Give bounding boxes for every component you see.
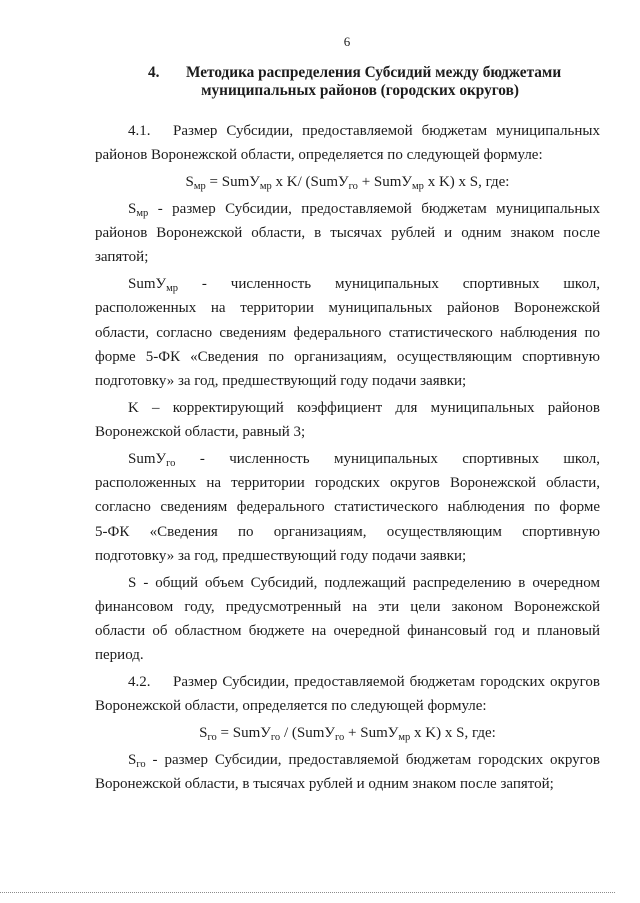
- text-run: районов Воронежской области, определяется по следующей формуле:: [95, 147, 543, 164]
- text-run: = SumУ: [205, 174, 260, 190]
- text-run: расположенных на территории городских округов Воронежской области,: [95, 475, 600, 491]
- text-line: [95, 748, 600, 772]
- text-line: [95, 369, 600, 393]
- subscript: го: [334, 731, 345, 743]
- text-line: [95, 571, 600, 595]
- text-run: финансовом году, предусмотренный на эти цели законом Воронежской: [95, 598, 600, 615]
- text-line: [95, 643, 600, 667]
- subscript: мр: [166, 282, 179, 294]
- text-line: [95, 245, 600, 269]
- clause-number: 4.1.: [128, 123, 151, 139]
- text-line: [95, 296, 600, 320]
- text-run: S - общий объем Субсидий, подлежащий распределению в очередном: [128, 574, 600, 591]
- text-run: SumУ: [128, 276, 167, 292]
- text-run: + SumУ: [357, 174, 413, 190]
- text-line: [95, 396, 600, 420]
- text-run: подготовку» за год, предшествующий году подачи заявки;: [95, 547, 467, 564]
- section-number: 4.: [148, 64, 160, 81]
- text-run: 5-ФК «Сведения по организациям, осуществляющим спортивную: [95, 523, 600, 540]
- text-run: - размер Субсидии, предоставляемой бюджетам городских округов: [145, 751, 600, 768]
- text-run: Размер Субсидии, предоставляемой бюджетам муниципальных: [173, 123, 600, 139]
- text-run: / (SumУ: [280, 725, 335, 741]
- text-run: S: [199, 725, 208, 741]
- text-run: согласно сведениям федерального статистического наблюдения по форме: [95, 499, 600, 516]
- document-body: [95, 119, 600, 796]
- paragraph: [95, 197, 600, 270]
- subscript: мр: [259, 180, 272, 192]
- text-line: [95, 694, 600, 718]
- text-line: [95, 471, 600, 495]
- formula-line: [95, 170, 600, 194]
- text-run: S: [128, 751, 137, 768]
- text-run: подготовку» за год, предшествующий году подачи заявки;: [95, 373, 467, 389]
- text-line: [95, 143, 600, 167]
- text-run: запятой;: [95, 249, 149, 266]
- text-line: [95, 520, 600, 544]
- section-title-line-1: Методика распределения Субсидий между бюджетами: [186, 64, 562, 81]
- page-edge-line: [0, 892, 615, 893]
- section-title-line-2: муниципальных районов (городских округов): [201, 82, 519, 99]
- text-line: [95, 197, 600, 221]
- paragraph: [95, 396, 600, 445]
- formula-line: [95, 721, 600, 745]
- subscript: го: [136, 758, 146, 770]
- text-run: S: [185, 174, 194, 190]
- text-run: = SumУ: [216, 725, 271, 741]
- text-run: области об областном бюджете на очередной финансовый год и плановый: [95, 623, 600, 639]
- text-run: - численность муниципальных спортивных школ,: [178, 276, 600, 292]
- paragraph: [95, 748, 600, 797]
- paragraph: [95, 272, 600, 393]
- page-number: 6: [343, 34, 351, 49]
- text-run: районов Воронежской области, в тысячах рублей и одним знаком после: [95, 225, 600, 241]
- text-run: SumУ: [128, 450, 167, 467]
- text-run: Воронежской области, в тысячах рублей и одним знаком после запятой;: [95, 776, 554, 792]
- text-run: Воронежской области, равный 3;: [95, 424, 306, 440]
- text-run: - численность муниципальных спортивных школ,: [175, 450, 600, 467]
- text-line: [95, 447, 600, 471]
- text-run: форме 5-ФК «Сведения по организациям, осуществляющим спортивную: [95, 348, 600, 365]
- text-line: [95, 321, 600, 345]
- subscript: го: [270, 731, 281, 743]
- clause-number: 4.2.: [128, 674, 151, 690]
- text-line: [95, 595, 600, 619]
- subscript: мр: [193, 180, 206, 192]
- text-run: x K) x S, где:: [410, 725, 496, 741]
- text-line: [95, 495, 600, 519]
- text-line: [95, 272, 600, 296]
- text-run: K – корректирующий коэффициент для муниципальных районов: [128, 399, 600, 416]
- text-run: расположенных на территории муниципальных районов Воронежской: [95, 300, 600, 317]
- paragraph: [95, 447, 600, 568]
- text-run: Воронежской области, определяется по следующей формуле:: [95, 698, 487, 715]
- subscript: го: [348, 180, 358, 192]
- subscript: мр: [398, 731, 411, 743]
- text-run: + SumУ: [344, 725, 399, 741]
- text-line: [95, 544, 600, 568]
- subscript: го: [166, 457, 176, 469]
- text-line: [95, 221, 600, 245]
- text-line: [95, 345, 600, 369]
- text-line: [95, 772, 600, 796]
- text-line: [95, 420, 600, 444]
- text-line: [95, 119, 600, 143]
- numbered-clause: [95, 119, 600, 168]
- subscript: го: [207, 731, 217, 743]
- text-run: x K) x S, где:: [423, 174, 510, 190]
- text-run: Размер Субсидии, предоставляемой бюджетам городских округов: [173, 674, 600, 690]
- text-run: - размер Субсидии, предоставляемой бюджетам муниципальных: [148, 200, 600, 217]
- text-line: [95, 670, 600, 694]
- text-line: [95, 619, 600, 643]
- paragraph: [95, 571, 600, 668]
- numbered-clause: [95, 670, 600, 719]
- subscript: мр: [412, 180, 424, 192]
- subscript: мр: [136, 207, 149, 219]
- text-run: период.: [95, 647, 144, 664]
- text-run: S: [128, 200, 137, 217]
- text-run: x K/ (SumУ: [271, 174, 349, 190]
- text-run: области, согласно сведениям федерального статистического наблюдения по: [95, 324, 600, 341]
